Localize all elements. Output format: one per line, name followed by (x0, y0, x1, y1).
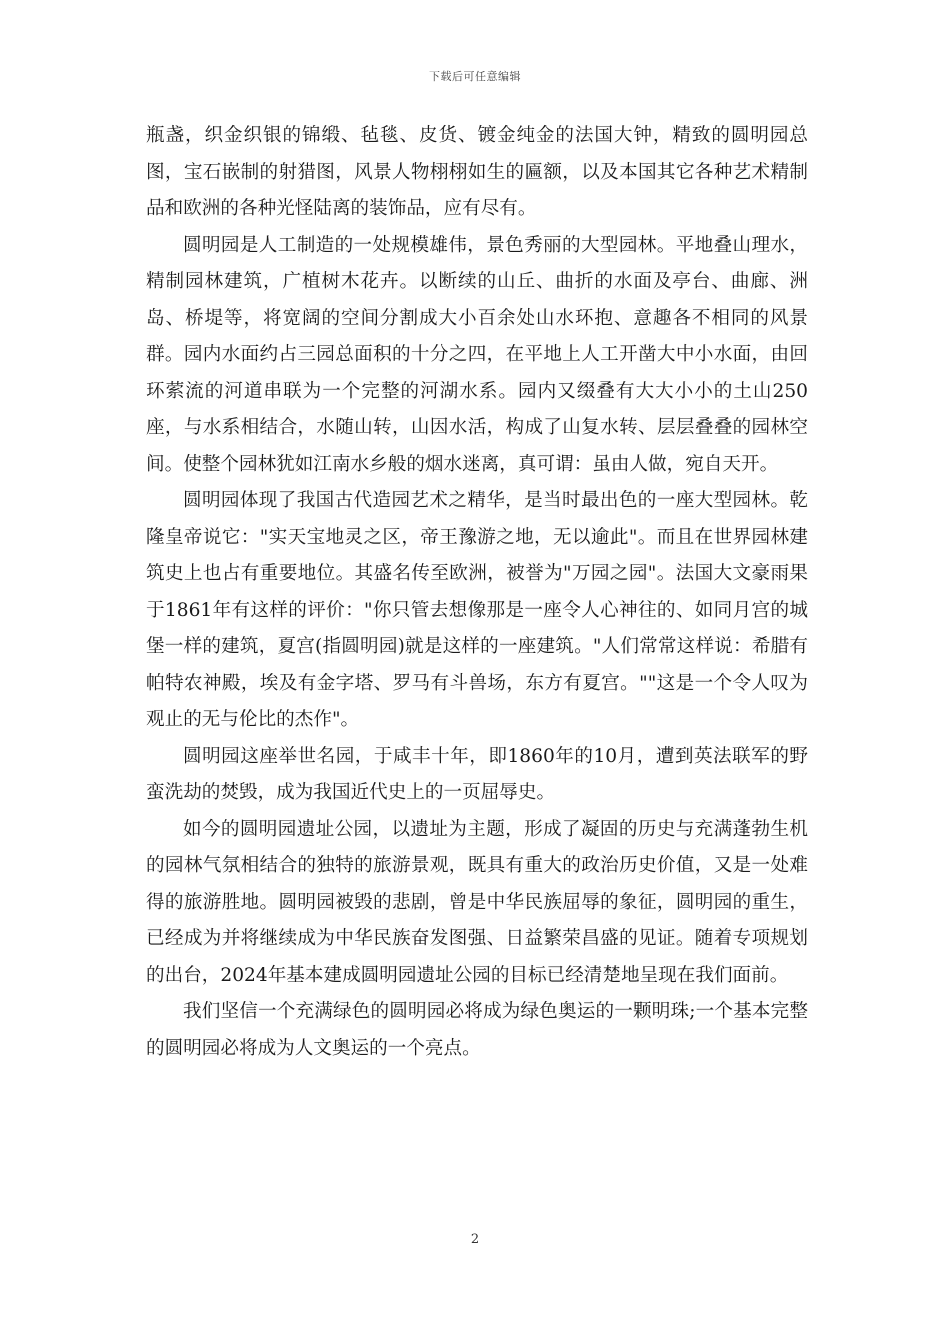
paragraph-ruins-park: 如今的圆明园遗址公园，以遗址为主题，形成了凝固的历史与充满蓬勃生机的园林气氛相结合的独特的旅游景观，既具有重大的政治历史价值，又是一处难得的旅游胜地。圆明园被毁的悲剧，曾是中华民族屈辱的象征，圆明园的重生，已经成为并将继续成为中华民族奋发图强、日益繁荣昌盛的见证。随着专项规划的出台，2024年基本建成圆明园遗址公园的目标已经清楚地呈现在我们面前。 (146, 818, 808, 986)
page-number: 2 (470, 1232, 480, 1247)
paragraph-garden-destruction: 圆明园这座举世名园，于咸丰十年，即1860年的10月，遭到英法联军的野蛮洗劫的焚毁，成为我国近代史上的一页屈辱史。 (146, 745, 808, 803)
paragraph-continued: 瓶盏，织金织银的锦缎、毡毯、皮货、镀金纯金的法国大钟，精致的圆明园总图，宝石嵌制的射猎图，风景人物栩栩如生的匾额，以及本国其它各种艺术精制品和欧洲的各种光怪陆离的装饰品，应有尽有。 (146, 125, 808, 219)
page-header: 下载后可任意编辑 (429, 70, 521, 83)
paragraph-garden-fame: 圆明园体现了我国古代造园艺术之精华，是当时最出色的一座大型园林。乾隆皇帝说它："实天宝地灵之区，帝王豫游之地，无以逾此"。而且在世界园林建筑史上也占有重要地位。其盛名传至欧洲，被誉为"万园之园"。法国大文豪雨果于1861年有这样的评价："你只管去想像那是一座令人心神往的、如同月宫的城堡一样的建筑，夏宫(指圆明园)就是这样的一座建筑。"人们常常这样说：希腊有帕特农神殿，埃及有金字塔、罗马有斗兽场，东方有夏宫。""这是一个令人叹为观止的无与伦比的杰作"。 (146, 490, 808, 730)
paragraph-conclusion: 我们坚信一个充满绿色的圆明园必将成为绿色奥运的一颗明珠;一个基本完整的圆明园必将成为人文奥运的一个亮点。 (146, 1001, 808, 1059)
document-body (146, 118, 808, 1067)
paragraph-garden-design: 圆明园是人工制造的一处规模雄伟，景色秀丽的大型园林。平地叠山理水，精制园林建筑，广植树木花卉。以断续的山丘、曲折的水面及亭台、曲廊、洲岛、桥堤等，将宽阔的空间分割成大小百余处山水环抱、意趣各不相同的风景群。园内水面约占三园总面积的十分之四，在平地上人工开凿大中小水面，由回环萦流的河道串联为一个完整的河湖水系。园内又缀叠有大大小小的土山250座，与水系相结合，水随山转，山因水活，构成了山复水转、层层叠叠的园林空间。使整个园林犹如江南水乡般的烟水迷离，真可谓：虽由人做，宛自天开。 (146, 234, 808, 475)
